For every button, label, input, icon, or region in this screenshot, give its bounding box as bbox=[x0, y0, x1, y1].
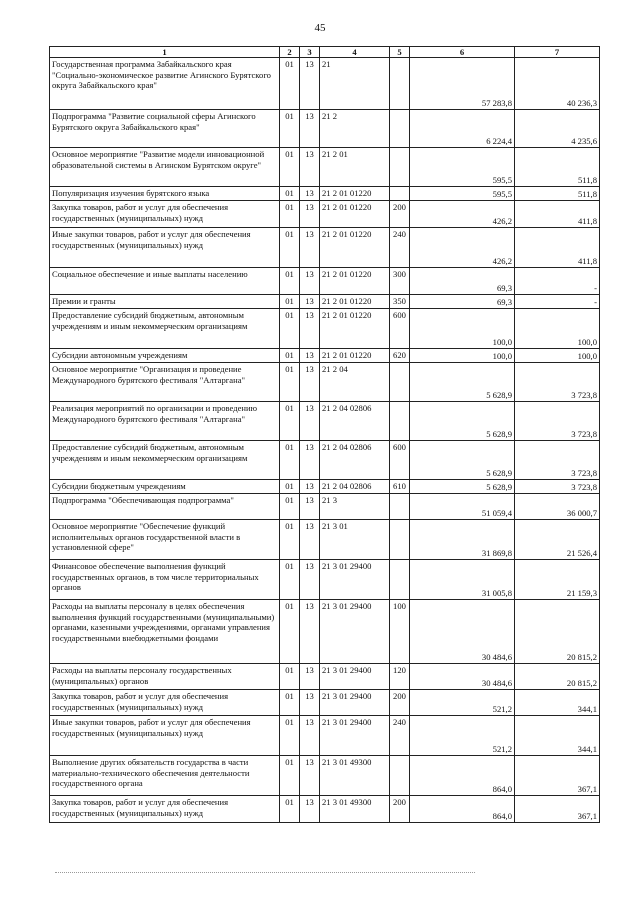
row-name: Расходы на выплаты персоналу в целях обеспечения выполнения функций государственными (муниципальными) органами, казенными учреждениями, органами управления государственными внебюджетными фондами bbox=[50, 600, 280, 664]
row-subsection: 13 bbox=[300, 690, 320, 716]
row-target-code: 21 2 bbox=[320, 110, 390, 148]
row-subsection: 13 bbox=[300, 268, 320, 295]
row-amount-actual: 21 159,3 bbox=[515, 560, 600, 600]
row-section: 01 bbox=[280, 441, 300, 480]
row-target-code: 21 2 01 01220 bbox=[320, 349, 390, 363]
row-amount-plan: 426,2 bbox=[410, 228, 515, 268]
row-amount-plan: 69,3 bbox=[410, 268, 515, 295]
table-row bbox=[50, 148, 600, 187]
table-row bbox=[50, 268, 600, 295]
row-amount-plan: 5 628,9 bbox=[410, 441, 515, 480]
row-amount-actual: 100,0 bbox=[515, 309, 600, 349]
table-row bbox=[50, 796, 600, 823]
row-section: 01 bbox=[280, 716, 300, 756]
row-subsection: 13 bbox=[300, 756, 320, 796]
table-row bbox=[50, 187, 600, 201]
row-amount-actual: 344,1 bbox=[515, 690, 600, 716]
row-expense-type: 120 bbox=[390, 664, 410, 690]
row-name: Основное мероприятие "Развитие модели инновационной образовательной системы в Агинском Бурятском округе" bbox=[50, 148, 280, 187]
row-section: 01 bbox=[280, 494, 300, 520]
row-subsection: 13 bbox=[300, 201, 320, 228]
row-amount-actual: 367,1 bbox=[515, 756, 600, 796]
table-row bbox=[50, 756, 600, 796]
table-row bbox=[50, 520, 600, 560]
row-expense-type: 350 bbox=[390, 295, 410, 309]
header-row bbox=[50, 47, 600, 58]
table-row bbox=[50, 690, 600, 716]
row-amount-actual: 100,0 bbox=[515, 349, 600, 363]
budget-table bbox=[49, 46, 600, 823]
row-target-code: 21 3 01 29400 bbox=[320, 664, 390, 690]
row-name: Государственная программа Забайкальского края "Социально-экономическое развитие Агинского Бурятского округа Забайкальского края" bbox=[50, 58, 280, 110]
row-expense-type: 240 bbox=[390, 228, 410, 268]
row-name: Иные закупки товаров, работ и услуг для обеспечения государственных (муниципальных) нужд bbox=[50, 716, 280, 756]
row-target-code: 21 3 bbox=[320, 494, 390, 520]
row-name: Выполнение других обязательств государства в части материально-технического обеспечения деятельности государственного органа bbox=[50, 756, 280, 796]
row-name: Закупка товаров, работ и услуг для обеспечения государственных (муниципальных) нужд bbox=[50, 796, 280, 823]
table-row bbox=[50, 309, 600, 349]
row-amount-actual: 4 235,6 bbox=[515, 110, 600, 148]
row-expense-type: 600 bbox=[390, 441, 410, 480]
row-section: 01 bbox=[280, 402, 300, 441]
row-section: 01 bbox=[280, 690, 300, 716]
row-target-code: 21 2 04 bbox=[320, 363, 390, 402]
row-amount-actual: 511,8 bbox=[515, 148, 600, 187]
row-amount-plan: 31 869,8 bbox=[410, 520, 515, 560]
row-subsection: 13 bbox=[300, 363, 320, 402]
row-subsection: 13 bbox=[300, 148, 320, 187]
table-row bbox=[50, 58, 600, 110]
row-amount-actual: 20 815,2 bbox=[515, 664, 600, 690]
row-target-code: 21 2 01 01220 bbox=[320, 201, 390, 228]
row-section: 01 bbox=[280, 201, 300, 228]
row-name: Финансовое обеспечение выполнения функций государственных органов, в том числе территориальных органов bbox=[50, 560, 280, 600]
row-amount-actual: - bbox=[515, 268, 600, 295]
row-amount-plan: 595,5 bbox=[410, 148, 515, 187]
row-section: 01 bbox=[280, 228, 300, 268]
row-name: Премии и гранты bbox=[50, 295, 280, 309]
row-subsection: 13 bbox=[300, 716, 320, 756]
row-amount-plan: 5 628,9 bbox=[410, 363, 515, 402]
row-subsection: 13 bbox=[300, 295, 320, 309]
row-target-code: 21 2 04 02806 bbox=[320, 480, 390, 494]
row-expense-type bbox=[390, 560, 410, 600]
table-row bbox=[50, 716, 600, 756]
row-section: 01 bbox=[280, 560, 300, 600]
row-name: Иные закупки товаров, работ и услуг для обеспечения государственных (муниципальных) нужд bbox=[50, 228, 280, 268]
row-section: 01 bbox=[280, 756, 300, 796]
row-amount-plan: 864,0 bbox=[410, 756, 515, 796]
row-amount-plan: 521,2 bbox=[410, 690, 515, 716]
row-expense-type bbox=[390, 58, 410, 110]
row-amount-plan: 5 628,9 bbox=[410, 402, 515, 441]
table-row bbox=[50, 480, 600, 494]
table-row bbox=[50, 110, 600, 148]
row-expense-type bbox=[390, 187, 410, 201]
row-amount-plan: 5 628,9 bbox=[410, 480, 515, 494]
row-amount-plan: 30 484,6 bbox=[410, 664, 515, 690]
row-expense-type: 200 bbox=[390, 201, 410, 228]
row-expense-type bbox=[390, 148, 410, 187]
row-section: 01 bbox=[280, 363, 300, 402]
row-subsection: 13 bbox=[300, 441, 320, 480]
row-section: 01 bbox=[280, 796, 300, 823]
col-header-7: 7 bbox=[515, 47, 600, 58]
row-name: Социальное обеспечение и иные выплаты населению bbox=[50, 268, 280, 295]
row-expense-type: 610 bbox=[390, 480, 410, 494]
table-row bbox=[50, 363, 600, 402]
row-amount-plan: 864,0 bbox=[410, 796, 515, 823]
row-amount-actual: 3 723,8 bbox=[515, 441, 600, 480]
row-name: Основное мероприятие "Обеспечение функций исполнительных органов государственной власти в установленной сфере" bbox=[50, 520, 280, 560]
row-amount-plan: 100,0 bbox=[410, 349, 515, 363]
row-name: Закупка товаров, работ и услуг для обеспечения государственных (муниципальных) нужд bbox=[50, 201, 280, 228]
row-amount-actual: 3 723,8 bbox=[515, 402, 600, 441]
row-subsection: 13 bbox=[300, 309, 320, 349]
row-subsection: 13 bbox=[300, 349, 320, 363]
row-amount-actual: 511,8 bbox=[515, 187, 600, 201]
row-name: Предоставление субсидий бюджетным, автономным учреждениям и иным некоммерческим организациям bbox=[50, 309, 280, 349]
row-amount-plan: 595,5 bbox=[410, 187, 515, 201]
row-expense-type bbox=[390, 756, 410, 796]
row-target-code: 21 3 01 49300 bbox=[320, 756, 390, 796]
table-row bbox=[50, 664, 600, 690]
table-row bbox=[50, 441, 600, 480]
row-name: Субсидии бюджетным учреждениям bbox=[50, 480, 280, 494]
row-name: Популяризация изучения бурятского языка bbox=[50, 187, 280, 201]
row-section: 01 bbox=[280, 600, 300, 664]
table-row bbox=[50, 494, 600, 520]
row-expense-type bbox=[390, 110, 410, 148]
col-header-4: 4 bbox=[320, 47, 390, 58]
row-amount-plan: 6 224,4 bbox=[410, 110, 515, 148]
row-amount-plan: 69,3 bbox=[410, 295, 515, 309]
row-subsection: 13 bbox=[300, 494, 320, 520]
footer-rule bbox=[55, 872, 475, 873]
row-section: 01 bbox=[280, 520, 300, 560]
row-section: 01 bbox=[280, 148, 300, 187]
table-row bbox=[50, 295, 600, 309]
row-amount-actual: 367,1 bbox=[515, 796, 600, 823]
row-target-code: 21 2 01 01220 bbox=[320, 228, 390, 268]
row-expense-type bbox=[390, 494, 410, 520]
row-expense-type: 100 bbox=[390, 600, 410, 664]
col-header-1: 1 bbox=[50, 47, 280, 58]
row-amount-actual: 36 000,7 bbox=[515, 494, 600, 520]
row-section: 01 bbox=[280, 187, 300, 201]
row-target-code: 21 3 01 29400 bbox=[320, 716, 390, 756]
col-header-6: 6 bbox=[410, 47, 515, 58]
row-subsection: 13 bbox=[300, 187, 320, 201]
row-subsection: 13 bbox=[300, 664, 320, 690]
row-amount-plan: 57 283,8 bbox=[410, 58, 515, 110]
table-row bbox=[50, 228, 600, 268]
row-section: 01 bbox=[280, 480, 300, 494]
row-expense-type: 200 bbox=[390, 796, 410, 823]
row-target-code: 21 2 01 01220 bbox=[320, 309, 390, 349]
row-amount-actual: 411,8 bbox=[515, 201, 600, 228]
row-amount-actual: 20 815,2 bbox=[515, 600, 600, 664]
row-subsection: 13 bbox=[300, 520, 320, 560]
row-amount-plan: 100,0 bbox=[410, 309, 515, 349]
row-name: Основное мероприятие "Организация и проведение Международного бурятского фестиваля "Алтаргана" bbox=[50, 363, 280, 402]
row-section: 01 bbox=[280, 349, 300, 363]
row-expense-type: 200 bbox=[390, 690, 410, 716]
table-row bbox=[50, 349, 600, 363]
table-row bbox=[50, 600, 600, 664]
row-expense-type bbox=[390, 363, 410, 402]
row-name: Субсидии автономным учреждениям bbox=[50, 349, 280, 363]
row-amount-actual: 40 236,3 bbox=[515, 58, 600, 110]
row-amount-actual: 21 526,4 bbox=[515, 520, 600, 560]
row-target-code: 21 2 04 02806 bbox=[320, 441, 390, 480]
row-section: 01 bbox=[280, 110, 300, 148]
row-expense-type: 600 bbox=[390, 309, 410, 349]
row-subsection: 13 bbox=[300, 402, 320, 441]
row-subsection: 13 bbox=[300, 600, 320, 664]
row-amount-actual: 3 723,8 bbox=[515, 363, 600, 402]
row-target-code: 21 3 01 bbox=[320, 520, 390, 560]
row-expense-type: 300 bbox=[390, 268, 410, 295]
row-subsection: 13 bbox=[300, 480, 320, 494]
row-target-code: 21 3 01 29400 bbox=[320, 560, 390, 600]
row-subsection: 13 bbox=[300, 58, 320, 110]
row-name: Подпрограмма "Обеспечивающая подпрограмма" bbox=[50, 494, 280, 520]
row-section: 01 bbox=[280, 664, 300, 690]
row-name: Предоставление субсидий бюджетным, автономным учреждениям и иным некоммерческим организациям bbox=[50, 441, 280, 480]
row-amount-actual: 344,1 bbox=[515, 716, 600, 756]
table-row bbox=[50, 201, 600, 228]
row-amount-plan: 30 484,6 bbox=[410, 600, 515, 664]
row-amount-actual: 3 723,8 bbox=[515, 480, 600, 494]
row-name: Подпрограмма "Развитие социальной сферы Агинского Бурятского округа Забайкальского края" bbox=[50, 110, 280, 148]
row-name: Закупка товаров, работ и услуг для обеспечения государственных (муниципальных) нужд bbox=[50, 690, 280, 716]
row-subsection: 13 bbox=[300, 796, 320, 823]
row-name: Реализация мероприятий по организации и проведению Международного бурятского фестиваля "Алтаргана" bbox=[50, 402, 280, 441]
row-amount-actual: - bbox=[515, 295, 600, 309]
row-target-code: 21 2 04 02806 bbox=[320, 402, 390, 441]
row-amount-plan: 31 005,8 bbox=[410, 560, 515, 600]
row-section: 01 bbox=[280, 58, 300, 110]
row-target-code: 21 2 01 01220 bbox=[320, 268, 390, 295]
row-subsection: 13 bbox=[300, 228, 320, 268]
row-expense-type: 240 bbox=[390, 716, 410, 756]
row-subsection: 13 bbox=[300, 110, 320, 148]
row-section: 01 bbox=[280, 309, 300, 349]
table-row bbox=[50, 402, 600, 441]
row-target-code: 21 3 01 29400 bbox=[320, 690, 390, 716]
col-header-3: 3 bbox=[300, 47, 320, 58]
row-target-code: 21 bbox=[320, 58, 390, 110]
row-target-code: 21 2 01 bbox=[320, 148, 390, 187]
row-expense-type bbox=[390, 520, 410, 560]
row-amount-plan: 521,2 bbox=[410, 716, 515, 756]
table-row bbox=[50, 560, 600, 600]
row-amount-plan: 51 059,4 bbox=[410, 494, 515, 520]
row-amount-actual: 411,8 bbox=[515, 228, 600, 268]
row-amount-plan: 426,2 bbox=[410, 201, 515, 228]
row-target-code: 21 3 01 29400 bbox=[320, 600, 390, 664]
page-number: 45 bbox=[314, 22, 326, 34]
row-expense-type bbox=[390, 402, 410, 441]
row-section: 01 bbox=[280, 295, 300, 309]
row-name: Расходы на выплаты персоналу государственных (муниципальных) органов bbox=[50, 664, 280, 690]
col-header-2: 2 bbox=[280, 47, 300, 58]
row-target-code: 21 2 01 01220 bbox=[320, 295, 390, 309]
row-subsection: 13 bbox=[300, 560, 320, 600]
col-header-5: 5 bbox=[390, 47, 410, 58]
row-target-code: 21 2 01 01220 bbox=[320, 187, 390, 201]
row-target-code: 21 3 01 49300 bbox=[320, 796, 390, 823]
row-section: 01 bbox=[280, 268, 300, 295]
row-expense-type: 620 bbox=[390, 349, 410, 363]
